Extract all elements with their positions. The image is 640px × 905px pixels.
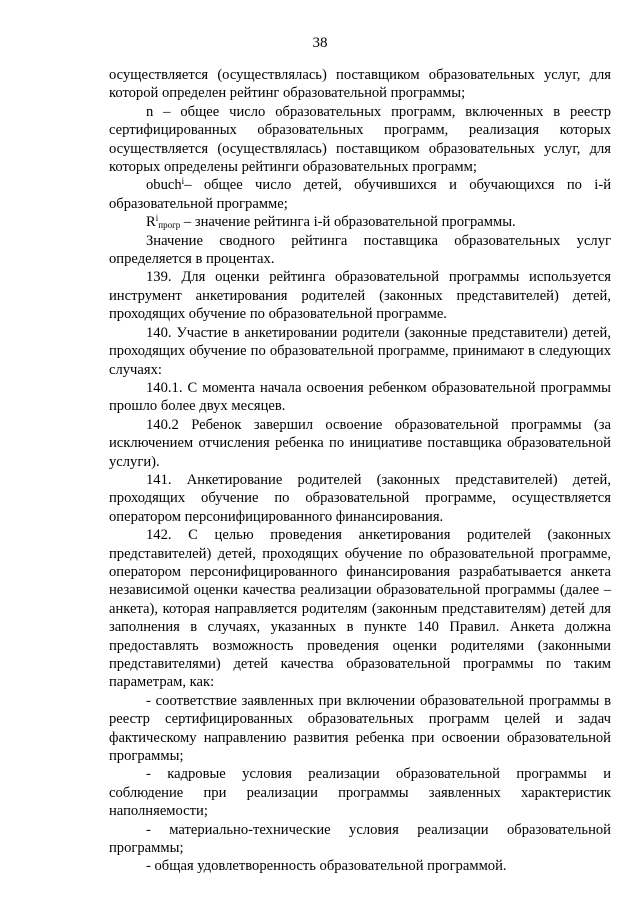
paragraph-142: 142. С целью проведения анкетирования родителей (законных представителей) детей, проходящих обучение по образовательной программе, оператором персонифицированного финансирования разрабатывается анкета независимой оценки качества реализации образовательной программы (далее – анкета), которая направляется родителям (законным представителям) детей для заполнения в случаях, указанных в пункте 140 Правил. Анкета должна предоставлять возможность проведения оценки родителями (законными представителями) детей качества образовательной программы по таким параметрам, как: xyxy=(109,527,611,691)
document-body xyxy=(109,66,611,876)
paragraph-summary-rating: Значение сводного рейтинга поставщика образовательных услуг определяется в процентах. xyxy=(109,232,611,268)
list-item-goals: - соответствие заявленных при включении образовательной программы в реестр сертифицированных образовательных программ целей и задач фактическому направлению развития ребенка при освоении образовательной программы; xyxy=(109,692,611,765)
paragraph-140-1: 140.1. С момента начала освоения ребенком образовательной программы прошло более двух месяцев. xyxy=(109,379,611,415)
list-item-staff: - кадровые условия реализации образовательной программы и соблюдение при реализации программы заявленных характеристик наполняемости; xyxy=(109,766,611,820)
r-subscript: прогр xyxy=(158,220,181,231)
obuch-superscript: i xyxy=(181,176,185,187)
r-superscript: i xyxy=(155,213,159,224)
paragraph-140: 140. Участие в анкетировании родители (законные представители) детей, проходящих обучение по образовательной программе, принимают в следующих случаях: xyxy=(109,324,611,378)
obuch-text: – общее число детей, обучившихся и обучающихся по i-й образовательной программе; xyxy=(109,177,611,212)
paragraph-141: 141. Анкетирование родителей (законных представителей) детей, проходящих обучение по образовательной программе, осуществляется оператором персонифицированного финансирования. xyxy=(109,471,611,525)
r-symbol: R xyxy=(146,214,156,231)
paragraph-r-definition xyxy=(109,213,611,231)
page-number: 38 xyxy=(312,35,328,51)
paragraph-140-2: 140.2 Ребенок завершил освоение образовательной программы (за исключением отчисления ребенка по инициативе поставщика образовательной услуги). xyxy=(109,416,611,470)
obuch-symbol: obuch xyxy=(146,177,182,194)
list-item-material: - материально-технические условия реализации образовательной программы; xyxy=(109,821,611,857)
paragraph-continuation: осуществляется (осуществлялась) поставщиком образовательных услуг, для которой определен рейтинг образовательной программы; xyxy=(109,67,611,102)
list-item-satisfaction: - общая удовлетворенность образовательной программой. xyxy=(146,858,507,875)
paragraph-obuch-definition xyxy=(109,176,611,213)
paragraph-n-definition: n – общее число образовательных программ, включенных в реестр сертифицированных образовательных программ, реализация которых осуществляется (осуществлялась) поставщиком образовательных услуг, для которых определены рейтинги образовательных программ; xyxy=(109,103,611,176)
paragraph-139: 139. Для оценки рейтинга образовательной программы используется инструмент анкетирования родителей (законных представителей) детей, проходящих обучение по образовательной программе. xyxy=(109,269,611,323)
r-text: – значение рейтинга i-й образовательной программы. xyxy=(180,214,516,231)
